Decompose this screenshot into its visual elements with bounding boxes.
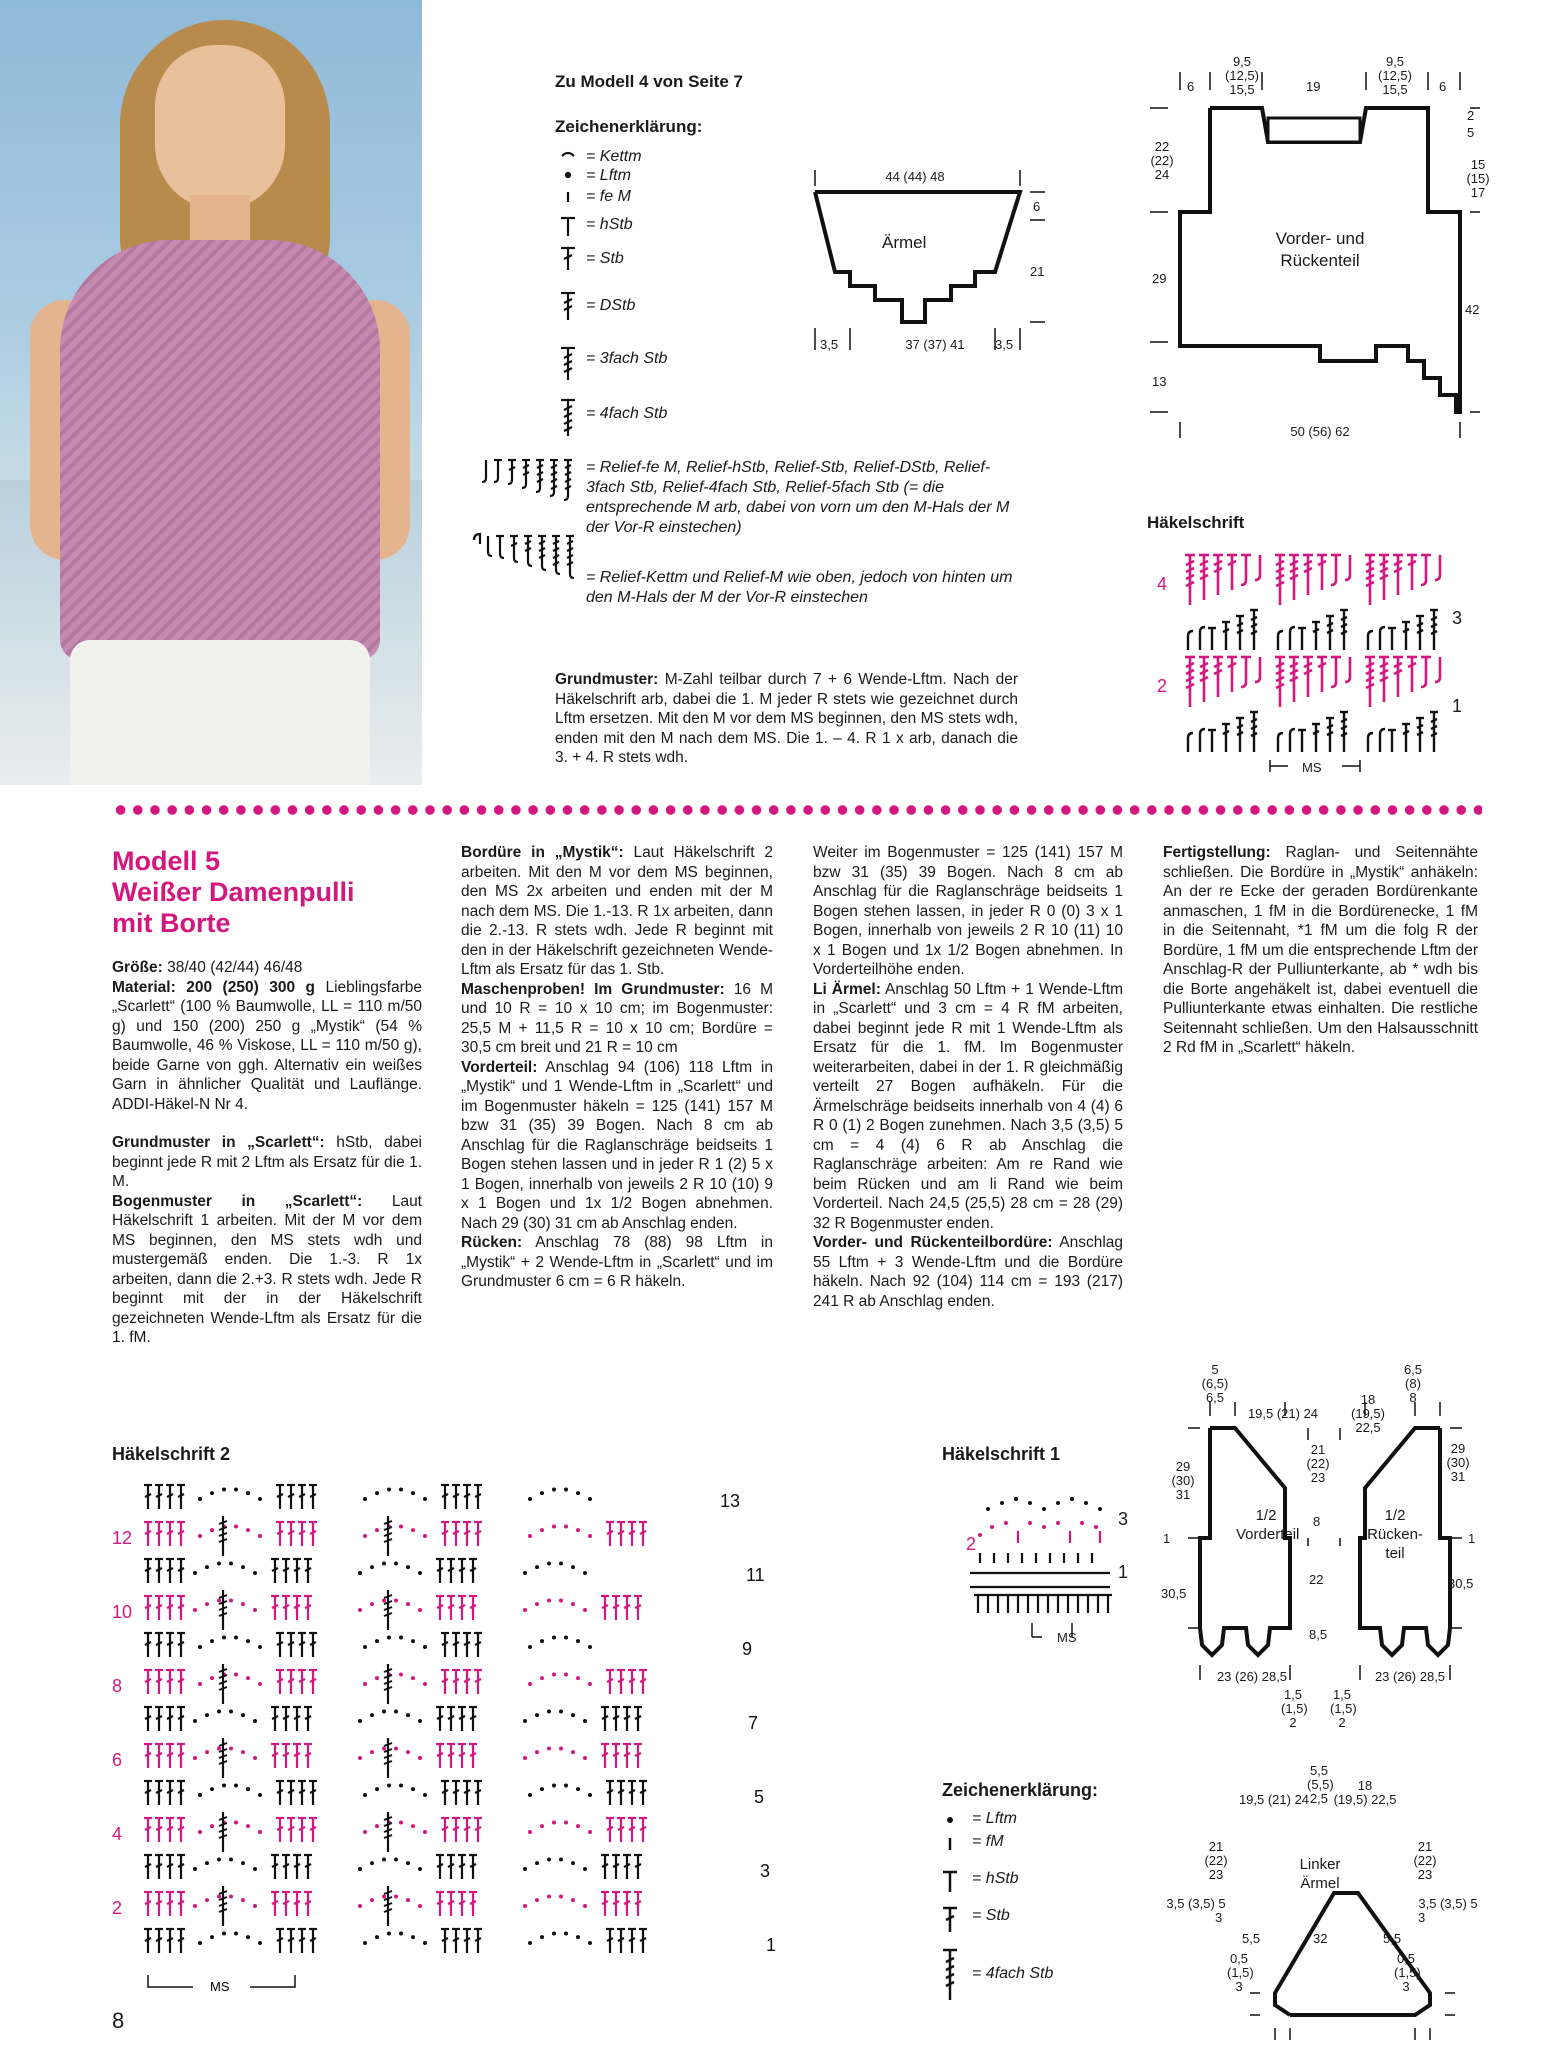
relief-back-icon [474, 534, 574, 578]
s-bottom-b: 32 [1313, 1931, 1328, 1946]
legend-stb: = Stb [586, 250, 624, 267]
hs2-row-label: 5 [754, 1787, 765, 1807]
paragraph: Größe: 38/40 (42/44) 46/48 [112, 959, 303, 976]
b-top-a: 6,5 (8) 8 [1403, 1362, 1423, 1405]
hs2-row [144, 1633, 592, 1657]
b-dim-305: 30,5 [1448, 1576, 1474, 1591]
m4-row-2: 2 [1157, 676, 1168, 696]
4fach-stb-icon [561, 400, 575, 436]
hs2-row-label: 9 [742, 1639, 753, 1659]
front-half-label: 1/2 Vorderteil [1236, 1507, 1300, 1543]
paragraph: Vorderteil: Anschlag 94 (106) 118 Lftm in „Mystik“ und 1 Wende-Lftm in „Scarlett“ und im Bogenmuster häkeln = 125 (141) 157 M bzw 31 (35) 39 Bogen. Nach 8 cm ab Anschlag für die Raglanschräge beidseits 1 Bogen stehen lassen und in jeder R 1 (2) 5 x 1 Bogen, innerhalb von jeweils 2 R 10 (10) 9 x 1 Bogen und 1x 1/2 Bogen abnehmen. Nach 29 (30) 31 cm ab Anschlag enden. [461, 1058, 773, 1232]
mid-dim-22: 22 [1309, 1572, 1324, 1587]
pink-dot-separator [112, 803, 1482, 817]
sleeve-left-side-dim: 3,5 [820, 337, 839, 352]
paragraph: Weiter im Bogenmuster = 125 (141) 157 M bzw 31 (35) 39 Bogen. Nach 8 cm ab Anschlag für die Raglanschräge beidseits 1 Bogen stehen lassen, in jeder R 0 (0) 3 x 1 Bogen, innerhalb von jeweils 2 R 10 (11) 10 x 1 Bogen und 1x 1/2 Bogen abnehmen. In Vorderteilhöhe enden. [813, 844, 1123, 978]
legend2-hstb: = hStb [972, 1870, 1019, 1887]
haekelschrift-m4-title: Häkelschrift [1147, 513, 1245, 532]
hs2-ms-label: MS [210, 1979, 230, 1994]
back-half-label: 1/2 Rücken- teil [1367, 1507, 1423, 1562]
haekelschrift-m4-chart [1180, 550, 1470, 780]
paragraph: Material: 200 (250) 300 g Lieblingsfarbe „Scarlett“ (100 % Baumwolle, LL = 110 m/50 g) und 150 (200) 250 g „Mystik“ (54 % Baumwolle, 46 % Viskose, LL = 110 m/50 g), beide Garne von ggh. Alternativ ein weißes Garn in ähnlicher Qualität und Lauflänge. ADDI-Häkel-N Nr 4. [112, 978, 422, 1113]
haekelschrift2-chart [112, 1475, 960, 1995]
b-dim-1: 1 [1468, 1531, 1476, 1546]
dstb-icon [561, 293, 575, 320]
paragraph: Grundmuster in „Scarlett“: hStb, dabei beginnt jede R mit 2 Lftm als Ersatz für die 1. M. [112, 1134, 423, 1190]
hs2-row-label: 7 [748, 1713, 759, 1733]
legend-lftm: = Lftm [586, 167, 631, 184]
s-right-a: 3,5 (3,5) 5 [1418, 1896, 1478, 1911]
legend-hstb: = hStb [586, 216, 633, 233]
hs2-row-label: 6 [112, 1750, 123, 1770]
f-bottom-dims: 1,5 (1,5) 2 [1281, 1687, 1308, 1730]
model-photo [0, 0, 422, 785]
mid-dim-21: 21 (22) 23 [1306, 1442, 1330, 1485]
hs2-row-label: 2 [112, 1898, 123, 1918]
f-top-w: 19,5 (21) 24 [1247, 1406, 1319, 1421]
body-dim-l1: 22 (22) 24 [1150, 139, 1174, 182]
legend2-fm: = fM [972, 1833, 1004, 1850]
legend-relief-back: = Relief-Kettm und Relief-M wie oben, jedoch von hinten um den M-Hals der M der Vor-R einstechen [586, 569, 1013, 606]
lftm-icon [566, 173, 570, 177]
m4-ms-label: MS [1302, 760, 1322, 775]
3fach-stb-icon [561, 348, 575, 380]
hs2-row [144, 1892, 642, 1916]
hs2-row [144, 1929, 647, 1953]
haekelschrift2-title: Häkelschrift 2 [112, 1444, 231, 1464]
relief-front-icon [482, 460, 572, 500]
f-dim-1: 1 [1163, 1531, 1171, 1546]
sleeve-label: Ärmel [882, 233, 927, 252]
f-top-a: 5 (6,5) 6,5 [1201, 1362, 1229, 1405]
b-right-dim: 29 (30) 31 [1446, 1441, 1470, 1484]
hs2-row [144, 1855, 642, 1879]
body-label: Vorder- und Rückenteil [1275, 229, 1365, 270]
page-number: 8 [112, 2008, 125, 2033]
b-top-w: 18 (19,5) 22,5 [1351, 1392, 1385, 1435]
mid-dim-85: 8,5 [1309, 1627, 1328, 1642]
hs2-row-label: 11 [746, 1565, 765, 1585]
legend-title: Zeichenerklärung: [555, 117, 703, 136]
paragraph: Vorder- und Rückenteilbordüre: Anschlag 55 Lftm + 3 Wende-Lftm und die Bordüre häkeln. Nach 92 (104) 114 cm = 193 (217) 241 R ab Anschlag enden. [813, 1234, 1124, 1310]
legend-kettm: = Kettm [586, 148, 642, 165]
paragraph: Bogenmuster in „Scarlett“: Laut Häkelschrift 1 arbeiten. Mit der M vor dem MS beginnen, den MS stets wdh und mustergemäß enden. Die 1.-3. R 1x arbeiten, dann die 2.+3. R stets wdh. Jede R beginnt mit der in der Häkelschrift gezeichneten Wende-Lftm als Ersatz für die 1. fM. [112, 1192, 422, 1346]
hs2-row-label: 12 [112, 1528, 133, 1548]
paragraph: Fertigstellung: Raglan- und Seitennähte schließen. Die Bordüre in „Mystik“ anhäkeln: An der re Ecke der geraden Bordürenkante anmaschen, 1 fM in die Bordürenecke, 1 fM in die Seitennaht, *1 fM um die folg R der Bordüre, 1 fM um die entsprechende Lftm der Anschlag-R der Pulliunterkante, ab * wdh bis die Borte angehäkelt ist, dabei eventuell die Pulliunterkante etwas einhalten. Die restliche Seitennaht schließen. Um den Halsausschnitt 2 Rd fM in „Scarlett“ häkeln. [1163, 844, 1478, 1056]
sleeve-right-mid-dim: 21 [1030, 264, 1045, 279]
s-top-a: 5,5 (5,5) 2,5 [1307, 1763, 1334, 1806]
hs2-row [144, 1559, 587, 1583]
model5-column-3 [813, 843, 1123, 1311]
paragraph: Rücken: Anschlag 78 (88) 98 Lftm in „Mystik“ + 2 Wende-Lftm in „Scarlett“ und im Grundmuster 6 cm = 6 R häkeln. [461, 1234, 773, 1290]
s-right-b: 3 [1418, 1910, 1426, 1925]
sleeve-bottom-dim: 37 (37) 41 [905, 337, 965, 352]
hs1-row-1: 1 [1118, 1562, 1129, 1582]
s-left-a: 3,5 (3,5) 5 [1166, 1896, 1226, 1911]
body-dim-t2: 9,5 (12,5) 15,5 [1225, 54, 1259, 97]
legend-4fach-stb: = 4fach Stb [586, 405, 668, 422]
hstb-icon [943, 1872, 957, 1892]
body-dim-r3: 15 (15) 17 [1466, 157, 1490, 200]
hs2-row-label: 3 [760, 1861, 771, 1881]
hs2-row [144, 1596, 642, 1620]
legend-dstb: = DStb [586, 297, 636, 314]
mid-dim-8: 8 [1313, 1514, 1321, 1529]
s-top-l: 19,5 (21) 24 [1238, 1792, 1310, 1807]
body-dim-t3: 19 [1306, 79, 1321, 94]
model5-title: Modell 5 Weißer Damenpulli mit Borte [112, 846, 355, 938]
model4-sleeve-diagram [805, 160, 1065, 360]
hs2-row-label: 1 [766, 1935, 777, 1955]
paragraph: Bordüre in „Mystik“: Laut Häkelschrift 2 arbeiten. Mit den M vor dem MS beginnen, den MS 2x arbeiten und enden mit der M nach dem MS. Die 1.-13. R 1x arbeiten, dann die 2.-13. R stets wdh. Jede R beginnt mit den in der Häkelschrift gezeichneten Wende-Lftm als Ersatz für das 1. Stb. [461, 844, 773, 978]
sleeve-top-dim: 44 (44) 48 [885, 169, 945, 184]
body-dim-l2: 29 [1152, 271, 1167, 286]
body-dim-r12: 2 5 [1467, 108, 1475, 140]
paragraph: Li Ärmel: Anschlag 50 Lftm + 1 Wende-Lftm in „Scarlett“ und 3 cm = 4 R fM arbeiten, dabei beginnt jede R mit 1 Wende-Lftm als Ersatz für die 1. fM. Im Bogenmuster weiterarbeiten, dabei in der 1. R gleichmäßig verteilt 27 Bogen aufhäkeln. Für die Ärmelschräge beidseits innerhalb von 4 (4) 6 R 0 (1) 2 Bogen zunehmen. Nach 3,5 (3,5) 5 cm = 4 (4) 6 R ab Anschlag die Raglanschräge arbeiten: Am re Rand wie beim Rücken und am li Rand wie beim Vorderteil. Nach 24,5 (25,5) 28 cm = 28 (29) 32 R Bogenmuster enden. [813, 980, 1123, 1232]
hs2-row [144, 1781, 647, 1805]
stb-icon [943, 1908, 957, 1932]
grundmuster-m4-text: Grundmuster: M-Zahl teilbar durch 7 + 6 Wende-Lftm. Nach der Häkelschrift arb, dabei die 1. M jeder R stets wie gezeichnet durch Lftm ersetzen. Mit den M vor dem MS beginnen, den MS stets wdh, enden mit den M nach dem MS. Die 1. – 4. R 1 x arb, danach die 3. + 4. R stets wdh. [555, 671, 1018, 766]
hs2-row-label: 10 [112, 1602, 133, 1622]
legend2-title: Zeichenerklärung: [942, 1780, 1099, 1800]
paragraph: Maschenproben! Im Grundmuster: 16 M und 10 R = 10 x 10 cm; im Bogenmuster: 25,5 M + 11,5 R = 10 x 10 cm; Bordüre = 30,5 cm breit und 21 R = 10 cm [461, 980, 773, 1056]
stb-icon [561, 248, 575, 270]
hs2-row-label: 13 [720, 1491, 741, 1511]
legend-fe-m: = fe M [586, 188, 631, 205]
m4-row-3: 3 [1452, 608, 1463, 628]
body-dim-t5: 6 [1439, 79, 1447, 94]
model5-column-2 [461, 843, 773, 1292]
body-dim-t1: 6 [1187, 79, 1195, 94]
f-left-dim: 29 (30) 31 [1171, 1459, 1195, 1502]
s-bottom-a: 5,5 [1242, 1931, 1261, 1946]
body-dim-t4: 9,5 (12,5) 15,5 [1378, 54, 1412, 97]
legend2-4fach-stb: = 4fach Stb [972, 1965, 1054, 1982]
hs2-row [144, 1485, 592, 1509]
s-right-dim: 21 (22) 23 [1413, 1839, 1437, 1882]
legend2-lftm: = Lftm [972, 1810, 1017, 1827]
legend-3fach-stb: = 3fach Stb [586, 350, 668, 367]
hs2-row [144, 1744, 642, 1768]
hstb-icon [561, 218, 575, 236]
4fach-stb-icon [943, 1950, 957, 2000]
f-bottom-w: 23 (26) 28,5 [1216, 1669, 1288, 1684]
legend-relief-front: = Relief-fe M, Relief-hStb, Relief-Stb, Relief-DStb, Relief-3fach Stb, Relief-4fach Stb, Relief-5fach Stb (= die entsprechende M arb, dabei von vorn um den M-Hals der M der Vor-R einstechen) [586, 459, 1010, 536]
s-left-dim: 21 (22) 23 [1204, 1839, 1228, 1882]
body-dim-l3: 13 [1152, 374, 1167, 389]
s-left-b: 3 [1215, 1910, 1223, 1925]
legend2-stb: = Stb [972, 1907, 1010, 1924]
m4-row-4: 4 [1157, 574, 1168, 594]
b-bottom-dims: 1,5 (1,5) 2 [1330, 1687, 1357, 1730]
haekelschrift1-title: Häkelschrift 1 [942, 1444, 1061, 1464]
legend2-symbols [940, 1810, 970, 2010]
s-top-r: 18 (19,5) 22,5 [1333, 1778, 1397, 1807]
model5-column-1 [112, 958, 422, 1348]
sleeve5-label: Linker Ärmel [1299, 1856, 1341, 1892]
body-dim-bottom: 50 (56) 62 [1290, 424, 1350, 439]
hs2-row-label: 8 [112, 1676, 123, 1696]
b-bottom-w: 23 (26) 28,5 [1374, 1669, 1446, 1684]
body-dim-r4: 42 [1465, 302, 1480, 317]
hs2-row-label: 4 [112, 1824, 123, 1844]
model5-column-4 [1163, 843, 1478, 1058]
s-bottom-left: 0,5 (1,5) 3 [1227, 1951, 1254, 1994]
model4-reference: Zu Modell 4 von Seite 7 [555, 72, 743, 91]
hs1-ms-label: MS [1057, 1630, 1077, 1645]
sleeve-right-side-dim: 3,5 [995, 337, 1014, 352]
lftm-icon [947, 1817, 953, 1823]
hs2-row [144, 1707, 642, 1731]
kettm-icon [562, 153, 574, 156]
f-dim-305: 30,5 [1161, 1586, 1187, 1601]
s-bottom-c: 5,5 [1383, 1931, 1402, 1946]
m4-row-1: 1 [1452, 696, 1463, 716]
hs1-row-3: 3 [1118, 1509, 1129, 1529]
hs1-row-2: 2 [966, 1534, 977, 1554]
sleeve-right-top-dim: 6 [1033, 199, 1041, 214]
s-bottom-right: 0,5 (1,5) 3 [1394, 1951, 1421, 1994]
legend-symbols [470, 148, 590, 618]
